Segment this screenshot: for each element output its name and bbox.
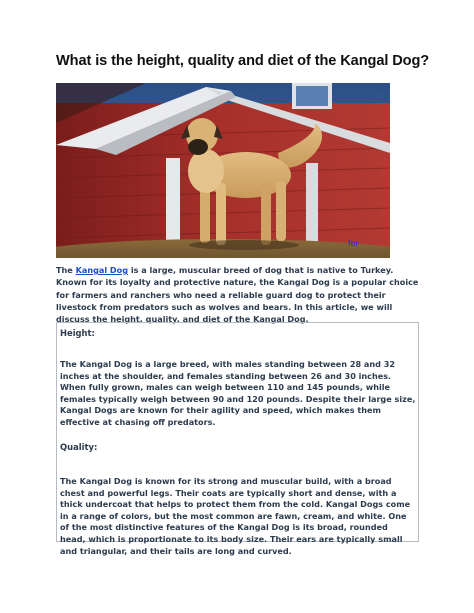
kangal-dog-photo	[56, 83, 390, 258]
kangal-dog-link[interactable]: Kangal Dog	[75, 265, 129, 275]
intro-text-before: The	[56, 265, 76, 275]
height-heading: Height:	[60, 328, 95, 338]
height-paragraph: The Kangal Dog is a large breed, with males standing between 28 and 32 inches at the shoulder, and females standing between 26 and 30 inches. When fully grown, males can weigh between 110 and 145 pounds, while females typically weigh between 90 and 120 pounds. Despite their large size, Kangal Dogs are known for their agility and speed, which makes them effective at chasing off predators.	[60, 359, 416, 427]
watermark-text: for	[348, 239, 359, 248]
quality-paragraph: The Kangal Dog is known for its strong and muscular build, with a broad chest and powerful legs. Their coats are typically short and dense, with a thick undercoat that helps to protect them from the cold. Kangal Dogs come in a range of colors, but the most common are fawn, cream, and white. One of the most distinctive features of the Kangal Dog is its broad, rounded head, which is proportionate to its body size. Their ears are typically small and triangular, and their tails are long and curved.	[60, 476, 411, 556]
intro-paragraph	[56, 264, 421, 325]
quality-heading: Quality:	[60, 442, 98, 452]
details-box	[56, 322, 419, 556]
intro-text-after: is a large, muscular breed of dog that is native to Turkey. Known for its loyalty and protective nature, the Kangal Dog is a popular choice for farmers and ranchers who need a reliable guard dog to protect their livestock from predators such as wolves and bears. In this article, we will discuss the height, quality, and diet of the Kangal Dog.	[56, 265, 419, 325]
page-title: What is the height, quality and diet of the Kangal Dog?	[56, 53, 430, 69]
